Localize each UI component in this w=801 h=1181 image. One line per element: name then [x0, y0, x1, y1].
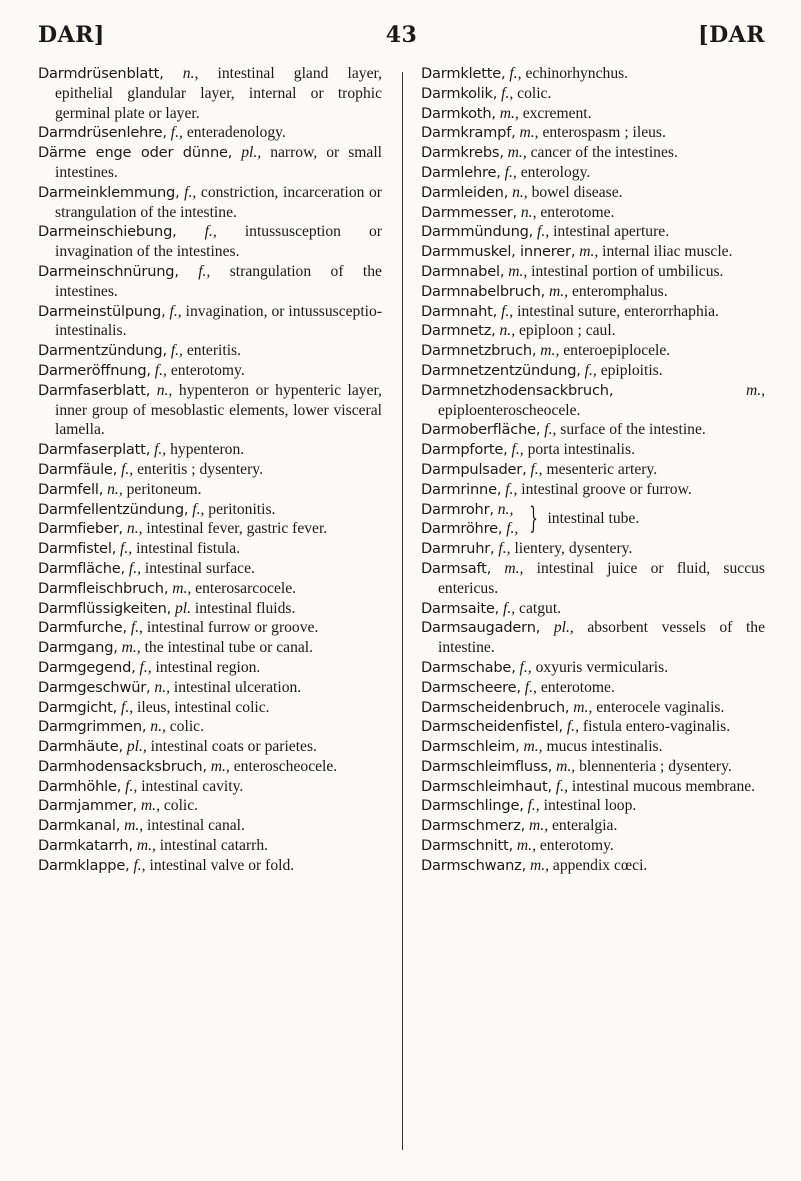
dictionary-entry [421, 460, 765, 480]
entry-headword: Darmmündung, [421, 223, 534, 241]
entry-grammar: f., [527, 797, 540, 815]
entry-grammar: m., [136, 837, 156, 855]
entry-grammar: f., [504, 163, 517, 181]
dictionary-entry [38, 143, 382, 183]
dictionary-entry [38, 599, 382, 619]
dictionary-entry [38, 222, 382, 262]
dictionary-entry [421, 559, 765, 599]
entry-grammar: m., [540, 342, 560, 360]
entry-definition: intestinal surface. [144, 559, 255, 577]
entry-headword: Darmkoth, [421, 104, 496, 122]
entry-grammar: f., [511, 441, 524, 459]
entry-definition: intestinal ulceration. [173, 678, 302, 696]
entry-grammar: n., [154, 678, 170, 696]
entry-grammar: m., [172, 579, 192, 597]
entry-headword: Darmschleimhaut, [421, 777, 552, 795]
entry-headword: Darmnabel, [421, 262, 505, 280]
entry-grammar: f., [154, 441, 167, 459]
entry-definition: the intestinal tube or canal. [144, 639, 314, 657]
entry-definition: intestinal cavity. [141, 777, 244, 795]
entry-definition: enteritis. [186, 342, 242, 360]
dictionary-entry [38, 361, 382, 381]
entry-headword: Darmfurche, [38, 619, 127, 637]
dictionary-entry [38, 123, 382, 143]
entry-headword: Darmmesser, [421, 203, 517, 221]
entry-definition: enteradenology. [186, 124, 286, 142]
entry-grammar: m., [507, 144, 527, 162]
entry-grammar: m., [573, 698, 593, 716]
entry-headword: Darmgang, [38, 639, 118, 657]
entry-headword: Darmeinschiebung, [38, 223, 177, 241]
entry-headword: Darmschwanz, [421, 856, 527, 874]
entry-definition: intestinal fever, gastric fever. [146, 520, 328, 538]
entry-headword: Darmlehre, [421, 163, 501, 181]
entry-grammar: n., [156, 381, 173, 399]
dictionary-entry [421, 143, 765, 163]
entry-definition: enteralgia. [552, 817, 618, 835]
dictionary-entry [38, 302, 382, 342]
entry-grammar: n., [126, 520, 143, 538]
entry-definition: porta intestinalis. [527, 441, 635, 459]
dictionary-entry [38, 856, 382, 876]
entry-headword-line [421, 519, 518, 539]
dictionary-entry [421, 717, 765, 737]
entry-headword: Darmgicht, [38, 698, 118, 716]
page-number: 43 [385, 22, 418, 48]
entry-headword: Darmkanal, [38, 817, 121, 835]
dictionary-entry [38, 737, 382, 757]
entry-definition: mucus intestinalis. [546, 738, 663, 756]
entry-grammar: n., [182, 65, 199, 82]
dictionary-entry [38, 480, 382, 500]
entry-grammar: f., [204, 223, 217, 241]
entry-definition: intestinal furrow or groove. [146, 619, 319, 637]
entry-definition: epiploitis. [600, 361, 663, 379]
entry-grammar: pl., [241, 144, 262, 162]
entry-definition: intestinal catarrh. [159, 837, 269, 855]
entry-headword-line [421, 500, 518, 520]
entry-headword: Darmschleim, [421, 738, 520, 756]
dictionary-entry [421, 599, 765, 619]
entry-definition: intestinal fistula. [136, 540, 241, 558]
entry-grammar: f., [133, 856, 146, 874]
dictionary-entry [421, 123, 765, 143]
entry-definition: intestinal valve or fold. [149, 856, 295, 874]
entry-headword: Darmschnitt, [421, 837, 514, 855]
entry-definition: constriction, incarceration or strangulation of the intestine. [55, 183, 382, 221]
dictionary-entry [421, 618, 765, 658]
running-head-right: [DAR [698, 22, 765, 48]
entry-headword: Darmfellentzündung, [38, 500, 189, 518]
entry-grammar: m., [519, 124, 539, 142]
entry-headword: Darmoberfläche, [421, 421, 541, 439]
entry-headword: Darmruhr, [421, 540, 495, 558]
entry-definition: excrement. [522, 104, 592, 122]
entry-definition: intestinal groove or furrow. [521, 480, 692, 498]
dictionary-entry [38, 460, 382, 480]
entry-grammar: m., [745, 381, 765, 399]
entry-grammar: f., [170, 342, 183, 360]
dictionary-entry [421, 539, 765, 559]
entry-headword: Darmnetzentzündung, [421, 361, 581, 379]
entry-definition: peritoneum. [126, 480, 202, 498]
entry-headword: Darmklappe, [38, 856, 130, 874]
entry-grammar: f., [121, 698, 134, 716]
entry-grammar: f., [125, 777, 138, 795]
entry-grammar: f., [498, 540, 511, 558]
entry-definition: catgut. [519, 599, 562, 617]
entry-definition: peritonitis. [208, 500, 276, 518]
entry-headword-group [421, 500, 518, 540]
entry-definition: enterotome. [540, 678, 615, 696]
entry-grammar: f., [501, 302, 514, 320]
dictionary-entry [421, 658, 765, 678]
entry-headword: Darmschmerz, [421, 817, 526, 835]
entry-grammar: f., [170, 124, 183, 142]
entry-grammar: m., [499, 104, 519, 122]
dictionary-entry [421, 757, 765, 777]
entry-definition: enteroscheocele. [233, 757, 338, 775]
entry-definition: intestinal mucous membrane. [571, 777, 756, 795]
dictionary-entry [421, 381, 765, 421]
entry-grammar: pl., [553, 619, 574, 637]
entry-headword: Darmeinklemmung, [38, 183, 180, 201]
left-column [38, 64, 382, 876]
dictionary-entry [38, 341, 382, 361]
entry-headword: Darmeröffnung, [38, 361, 151, 379]
entry-headword: Darmkolik, [421, 84, 498, 102]
dictionary-entry [421, 163, 765, 183]
entry-definition: colic. [169, 718, 204, 736]
entry-grammar: f., [139, 658, 152, 676]
dictionary-entry [38, 618, 382, 638]
entry-definition: colic. [163, 797, 199, 815]
dictionary-entry [421, 262, 765, 282]
entry-grammar: m., [508, 262, 528, 280]
dictionary-entry [38, 678, 382, 698]
entry-grammar: f., [130, 619, 143, 637]
entry-grammar: n., [150, 718, 166, 736]
entry-definition: intestinal coats or parietes. [150, 738, 317, 756]
entry-definition: lientery, dysentery. [514, 540, 633, 558]
dictionary-entry [421, 796, 765, 816]
entry-definition: appendix cœci. [552, 856, 648, 874]
entry-headword: Darmgeschwür, [38, 678, 151, 696]
entry-headword: Darmeinstülpung, [38, 302, 166, 320]
dictionary-entry [38, 796, 382, 816]
dictionary-entry [38, 698, 382, 718]
entry-definition: hypenteron. [170, 441, 245, 459]
entry-definition: enterotomy. [170, 361, 245, 379]
entry-definition: colic. [517, 84, 552, 102]
entry-grammar: m., [523, 738, 543, 756]
entry-grammar: f., [505, 480, 518, 498]
dictionary-entry [38, 777, 382, 797]
entry-headword: Darmdrüsenblatt, [38, 65, 164, 82]
entry-grammar: f., [184, 183, 197, 201]
entry-grammar: f., [501, 84, 514, 102]
entry-definition: bowel disease. [531, 183, 623, 201]
entry-headword: Darmflüssigkeiten, [38, 599, 172, 617]
dictionary-entry [38, 836, 382, 856]
entry-grammar: pl. [174, 599, 191, 617]
entry-headword: Darmgegend, [38, 658, 136, 676]
entry-headword: Darmfieber, [38, 520, 123, 538]
entry-definition: intestinal juice or fluid, succus entericus. [438, 559, 765, 597]
entry-definition: enterocele vaginalis. [596, 698, 725, 716]
dictionary-entry [421, 302, 765, 322]
dictionary-entry [421, 84, 765, 104]
dictionary-entry [38, 816, 382, 836]
entry-grammar: pl., [126, 738, 147, 756]
dictionary-entry [421, 242, 765, 262]
entry-definition: enterotomy. [539, 837, 614, 855]
dictionary-entry [421, 203, 765, 223]
entry-headword: Darmnabelbruch, [421, 282, 546, 300]
entry-headword: Darmnetzbruch, [421, 342, 537, 360]
entry-grammar: f., [544, 421, 557, 439]
dictionary-entry [421, 440, 765, 460]
entry-headword: Darmsaite, [421, 599, 500, 617]
entry-headword: Darmpulsader, [421, 460, 527, 478]
dictionary-entry [38, 638, 382, 658]
entry-definition: intestinal suture, enterorrhaphia. [517, 302, 719, 320]
entry-definition: oxyuris vermicularis. [535, 658, 669, 676]
entry-definition: ileus, intestinal colic. [137, 698, 270, 716]
entry-grammar: f., [198, 262, 211, 280]
entry-definition: enteritis ; dysentery. [137, 460, 263, 478]
entry-headword: Darmjammer, [38, 797, 137, 815]
entry-headword: Darmfäule, [38, 460, 118, 478]
entry-definition: intestinal tube. [547, 510, 640, 528]
dictionary-entry [38, 559, 382, 579]
entry-headword: Darmhäute, [38, 738, 123, 756]
entry-definition: intestinal loop. [543, 797, 637, 815]
entry-grammar: m., [504, 559, 524, 577]
entry-definition: surface of the intestine. [560, 421, 706, 439]
entry-headword: Darmscheidenbruch, [421, 698, 570, 716]
entry-grammar: f., [566, 718, 579, 736]
entry-grammar: f., [537, 223, 550, 241]
entry-grammar: m., [121, 639, 141, 657]
entry-headword: Darmfaserplatt, [38, 441, 151, 459]
dictionary-entry [421, 777, 765, 797]
entry-grammar: f., [169, 302, 182, 320]
entry-headword: Darmfell, [38, 480, 104, 498]
entry-grammar: f., [519, 658, 532, 676]
dictionary-entry [421, 816, 765, 836]
entry-headword: Darmschabe, [421, 658, 516, 676]
entry-definition: narrow, or small intestines. [55, 144, 383, 181]
brace-icon: } [529, 501, 539, 537]
entry-headword: Darmfleischbruch, [38, 579, 169, 597]
entry-grammar: m., [548, 282, 569, 300]
dictionary-entry [38, 440, 382, 460]
entry-definition: internal iliac muscle. [602, 243, 733, 261]
entry-definition: intestinal region. [155, 658, 261, 676]
entry-headword: Darmdrüsenlehre, [38, 124, 167, 142]
dictionary-entry [38, 64, 382, 123]
entry-headword: Darmkatarrh, [38, 837, 133, 855]
entry-headword: Darmfaserblatt, [38, 381, 151, 399]
entry-definition: enterology. [520, 163, 591, 181]
entry-grammar: m., [516, 837, 536, 855]
entry-definition: absorbent vessels of the intestine. [438, 619, 766, 657]
entry-grammar: f., [584, 361, 597, 379]
dictionary-entry [421, 282, 765, 302]
entry-headword: Darmkrampf, [421, 124, 516, 142]
entry-headword: Darmmuskel, innerer, [421, 243, 576, 261]
dictionary-entry [38, 500, 382, 520]
entry-headword: Darmpforte, [421, 441, 508, 459]
entry-grammar: f., [503, 599, 516, 617]
dictionary-entry [38, 717, 382, 737]
dictionary-entry [38, 757, 382, 777]
entry-grammar: f., [530, 460, 543, 478]
entry-definition: epiploon ; caul. [519, 322, 616, 340]
dictionary-entry [421, 321, 765, 341]
dictionary-entry [421, 222, 765, 242]
entry-headword: Darmrohr, [421, 500, 494, 518]
entry-grammar: f., [524, 678, 537, 696]
entry-definition: intestinal portion of umbilicus. [531, 262, 724, 280]
entry-headword: Darmsaugadern, [421, 619, 541, 637]
entry-grammar: m., [579, 243, 599, 261]
entry-definition: fistula entero-vaginalis. [582, 718, 731, 736]
entry-grammar: n., [497, 500, 514, 518]
entry-grammar: n., [107, 480, 123, 498]
entry-headword: Darmröhre, [421, 520, 503, 538]
entry-definition: enterotome. [540, 203, 615, 221]
entry-headword: Darmnaht, [421, 302, 498, 320]
entry-grammar: f., [120, 540, 133, 558]
dictionary-entry [421, 500, 765, 540]
dictionary-entry [38, 381, 382, 440]
entry-headword: Darmschleimfluss, [421, 757, 553, 775]
entry-grammar: m., [210, 757, 230, 775]
entry-headword: Darmscheidenfistel, [421, 718, 563, 736]
dictionary-entry [421, 104, 765, 124]
entry-headword: Darmleiden, [421, 183, 509, 201]
entry-definition: enterospasm ; ileus. [542, 124, 666, 142]
entry-headword: Darmrinne, [421, 480, 502, 498]
entry-definition: blennenteria ; dysentery. [579, 757, 732, 775]
entry-headword: Därme enge oder dünne, [38, 144, 233, 162]
dictionary-entry [421, 480, 765, 500]
entry-definition: enteroepiplocele. [563, 342, 671, 360]
entry-grammar: f., [555, 777, 568, 795]
entry-definition: intestinal gland layer, epithelial glandular layer, internal or trophic germinal plate or layer. [55, 65, 382, 122]
right-column [421, 64, 765, 876]
entry-headword: Darmsaft, [421, 559, 492, 577]
entry-grammar: f., [192, 500, 205, 518]
dictionary-entry [421, 678, 765, 698]
dictionary-entry [38, 183, 382, 223]
dictionary-entry [38, 658, 382, 678]
dictionary-entry [421, 183, 765, 203]
dictionary-entry [421, 64, 765, 84]
dictionary-entry [421, 420, 765, 440]
dictionary-entry [421, 341, 765, 361]
entry-definition: invagination, or intussusceptio-intestinalis. [55, 302, 382, 340]
entry-headword: Darmhodensacksbruch, [38, 757, 207, 775]
entry-grammar: f., [128, 559, 142, 577]
dictionary-entry [421, 737, 765, 757]
entry-headword: Darmeinschnürung, [38, 262, 179, 280]
dictionary-entry [421, 698, 765, 718]
entry-grammar: m., [556, 757, 576, 775]
entry-definition: echinorhynchus. [525, 65, 629, 82]
entry-definition: strangulation of the intestines. [55, 262, 382, 300]
entry-grammar: m., [529, 817, 549, 835]
page-header [38, 22, 765, 52]
entry-grammar: f., [121, 460, 134, 478]
entry-grammar: f., [506, 520, 519, 538]
entry-grammar: m., [124, 817, 144, 835]
entry-grammar: f., [154, 361, 167, 379]
entry-definition: intestinal aperture. [553, 223, 670, 241]
entry-headword: Darmhöhle, [38, 777, 122, 795]
entry-headword: Darmnetzhodensackbruch, [421, 381, 614, 399]
entry-headword: Darmschlinge, [421, 797, 524, 815]
entry-grammar: f., [509, 65, 522, 82]
entry-definition: intussusception or invagination of the intestines. [55, 223, 382, 261]
entry-grammar: n., [512, 183, 528, 201]
entry-definition: hypenteron or hypenteric layer, inner group of mesoblastic elements, lower visceral lamella. [55, 381, 382, 439]
entry-definition: mesenteric artery. [546, 460, 658, 478]
entry-definition: intestinal canal. [147, 817, 245, 835]
entry-grammar: m., [140, 797, 160, 815]
dictionary-entry [38, 262, 382, 302]
entry-definition: epiploenteroscheocele. [438, 401, 581, 419]
dictionary-entry [38, 539, 382, 559]
entry-headword: Darmkrebs, [421, 144, 504, 162]
column-divider [402, 72, 403, 1150]
dictionary-entry [421, 361, 765, 381]
entry-definition: enterosarcocele. [195, 579, 297, 597]
entry-grammar: n., [499, 322, 516, 340]
dictionary-entry [38, 579, 382, 599]
entry-headword: Darmnetz, [421, 322, 496, 340]
dictionary-entry [38, 519, 382, 539]
entry-definition: intestinal fluids. [194, 599, 296, 617]
entry-grammar: n., [520, 203, 537, 221]
entry-headword: Darmentzündung, [38, 342, 167, 360]
entry-headword: Darmfistel, [38, 540, 117, 558]
entry-headword: Darmfläche, [38, 559, 125, 577]
dictionary-entry [421, 856, 765, 876]
entry-headword: Darmklette, [421, 65, 506, 82]
entry-headword: Darmgrimmen, [38, 718, 147, 736]
entry-definition: cancer of the intestines. [530, 144, 678, 162]
running-head-left: DAR] [38, 22, 105, 48]
entry-grammar: m., [529, 856, 550, 874]
dictionary-body [38, 64, 778, 1164]
entry-headword: Darmscheere, [421, 678, 521, 696]
entry-definition: enteromphalus. [571, 282, 668, 300]
dictionary-entry [421, 836, 765, 856]
